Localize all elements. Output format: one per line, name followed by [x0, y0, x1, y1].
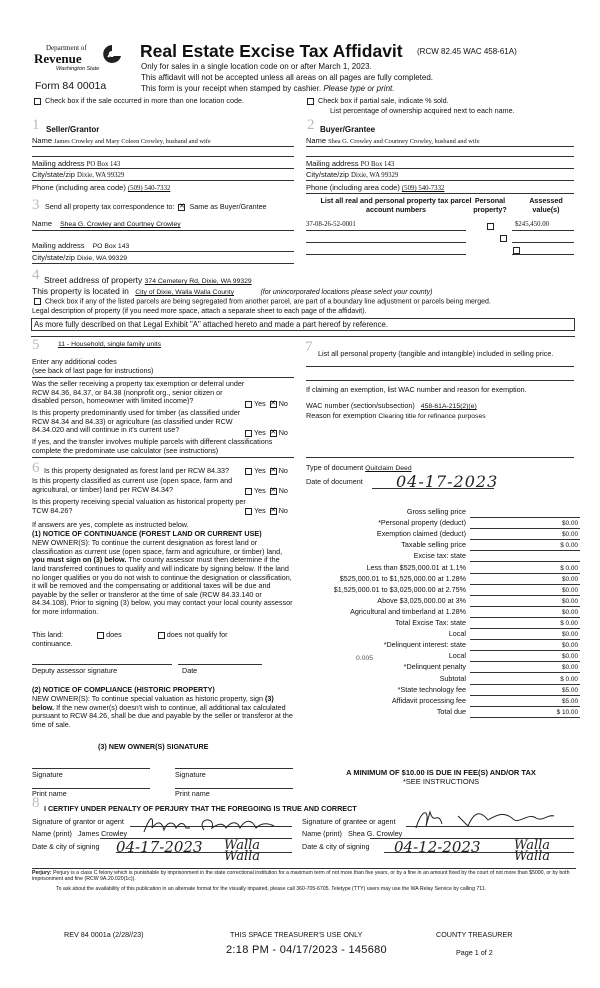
fee-label: $1,525,000.01 to $3,025,000.00 at 2.75%	[333, 584, 466, 594]
fee-line	[470, 684, 580, 685]
fee-label: Affidavit processing fee	[391, 695, 466, 705]
section-6-number: 6	[32, 460, 40, 476]
street-field[interactable]: 374 Cemetery Rd, Dixie, WA 99329	[144, 278, 252, 285]
does-qualify-checkbox[interactable]	[97, 632, 104, 639]
fee-label: *Delinquent interest: state	[383, 640, 466, 650]
fee-line	[470, 672, 580, 673]
fee-label: *State technology fee	[397, 684, 466, 694]
doc-type-row[interactable]: Type of document Quitclaim Deed	[306, 463, 412, 472]
land-use-code[interactable]: 11 - Household, single family units	[58, 341, 162, 348]
seller-phone-row[interactable]: Phone (including area code) (509) 540-7332	[32, 183, 171, 192]
s6-q3-answers[interactable]: Yes ✕ No	[243, 507, 288, 516]
seller-city-row[interactable]: City/state/zip Dixie, WA 99329	[32, 170, 125, 179]
treasurer-stamp: 2:18 PM - 04/17/2023 - 145680	[226, 944, 387, 956]
personal-col-header: Personal property?	[473, 196, 507, 214]
section-2-number: 2	[307, 117, 315, 133]
owner-signature-label-1: Signature	[32, 770, 63, 779]
s5-q1-answers[interactable]: Yes ✕ No	[243, 400, 288, 409]
section-7-number: 7	[305, 339, 313, 355]
grantee-name-print: Shea G. Crowley	[347, 829, 403, 838]
s6-q3-no-checkbox[interactable]	[270, 508, 277, 515]
correspondence-mail-row[interactable]: Mailing address PO Box 143	[32, 241, 130, 250]
fee-label: Less than $525,000.01 at 1.1%	[366, 562, 466, 572]
fee-line	[470, 706, 580, 707]
additional-codes-hint: (see back of last page for instructions)	[32, 366, 154, 375]
fee-line	[470, 695, 580, 696]
fee-line	[470, 717, 580, 718]
grantor-city-handwritten: Walla Walla	[224, 838, 261, 864]
buyer-city-row[interactable]: City/state/zip Dixie, WA 99329	[306, 170, 399, 179]
wac-field[interactable]: 458-61A-215(2)(e)	[420, 403, 477, 410]
fee-value[interactable]: $0.00	[562, 520, 578, 528]
s5-question-3: If yes, and the transfer involves multiple parcels with different classifications complete the predominate use calculator (see instructions)	[32, 437, 273, 455]
grantee-city-handwritten: Walla Walla	[514, 838, 551, 864]
correspondence-mail-field[interactable]: PO Box 143	[92, 243, 130, 250]
owner-print-name-label-2: Print name	[175, 789, 210, 798]
fee-value[interactable]: $5.00	[562, 686, 578, 694]
personal-property-checkbox-2[interactable]	[500, 235, 507, 242]
fee-line	[470, 650, 580, 651]
fee-value[interactable]: $0.00	[562, 597, 578, 605]
street-row[interactable]: Street address of property 374 Cemetery Rd, Dixie, WA 99329	[44, 275, 252, 285]
fee-value[interactable]: $0.00	[562, 575, 578, 583]
s6-instructions: If answers are yes, complete as instructed below.	[32, 520, 189, 529]
logo-revenue: Revenue	[34, 51, 82, 66]
revenue-swoosh-icon	[102, 44, 122, 66]
fee-line	[470, 661, 580, 662]
continuance-label: continuance.	[32, 639, 73, 648]
fee-value[interactable]: $0.00	[562, 631, 578, 639]
page-number: Page 1 of 2	[456, 948, 493, 957]
notice1-body: NEW OWNER(S): To continue the current designation as forest land or classification as current use (open space, farm and agriculture, or timber) land, you must sign on (3) below. The county assessor must then determine if the land transferred continues to qualify and will indicate by signing below. If the land no longer qualifies or you do not wish to continue the designation or classification, it will be removed and the compensating or additional taxes will be due and payable by the seller or transferor at the time of sale (RCW 84.33.140 or 84.34.108). Prior to signing (3) below, you may contact your local county assessor for more information.	[32, 538, 293, 617]
perjury-notice: Perjury: Perjury is a class C felony which is punishable by imprisonment in the state correctional institution for a maximum term of not more than five years, or by a fine in an amount fixed by the court of not more than $5000, or by both imprisonment and fine (RCW 9A.20.020(1c)).	[32, 870, 570, 882]
buyer-name-row[interactable]: Name Shea G. Crowley and Courtney Crowley, husband and wife	[306, 136, 480, 145]
doc-date-row[interactable]: Date of document	[306, 477, 363, 486]
fee-value[interactable]: $ 0.00	[560, 564, 578, 572]
grantor-date-city-label: Date & city of signing	[32, 842, 100, 851]
grantor-signature-label: Signature of grantor or agent	[32, 817, 124, 826]
fee-value[interactable]: $ 0.00	[560, 675, 578, 683]
fee-value[interactable]: $0.00	[562, 664, 578, 672]
form-title: Real Estate Excise Tax Affidavit	[140, 41, 403, 61]
s6-question-2: Is this property classified as current use (open space, farm and agricultural, or timber) land per RCW 84.34?	[32, 476, 233, 494]
fee-label: *Personal property (deduct)	[378, 518, 466, 528]
personal-property-label: List all personal property (tangible and intangible) included in selling price.	[318, 349, 554, 358]
fee-value[interactable]: $0.00	[562, 608, 578, 616]
s6-q1-answers[interactable]: Yes ✕ No	[243, 467, 288, 476]
section-8-number: 8	[32, 795, 40, 811]
fee-line	[470, 573, 580, 574]
correspondence-row[interactable]: Send all property tax correspondence to: ✕ Same as Buyer/Grantee	[45, 203, 267, 212]
header-line3: This form is your receipt when stamped by cashier. Please type or print.	[141, 84, 395, 93]
assessed-col-header: Assessed value(s)	[529, 196, 563, 214]
fee-value[interactable]: $ 10.00	[556, 708, 578, 716]
fee-line	[470, 595, 580, 596]
legal-label: Legal description of property (if you need more space, attach a separate sheet to each page of the affidavit).	[32, 308, 367, 315]
legal-description: As more fully described on that Legal Exhibit "A" attached hereto and made a part hereof by reference.	[34, 320, 389, 329]
reason-field[interactable]: Clearing title for refinance purposes	[378, 413, 486, 420]
fee-line	[470, 617, 580, 618]
fee-label: *Delinquent penalty	[403, 662, 466, 672]
fee-label: Total due	[436, 706, 466, 716]
partial-sale-checkbox-row[interactable]: Check box if partial sale, indicate % sold.	[305, 97, 449, 106]
s5-question-1: Was the seller receiving a property tax exemption or deferral under RCW 84.36, 84.37, or 84.38 (nonprofit org., senior citizen or disabled person, homeowner with limited income)?	[32, 379, 245, 406]
minimum-due-notice: A MINIMUM OF $10.00 IS DUE IN FEE(S) AND/OR TAX	[346, 768, 536, 777]
buyer-city-field[interactable]: Dixie, WA 99329	[351, 172, 399, 179]
fee-line	[470, 606, 580, 607]
located-field[interactable]: City of Dixie, Walla Walla County	[135, 289, 235, 296]
grantor-name-print: James Crowley	[77, 829, 128, 838]
personal-property-checkbox-1[interactable]	[487, 223, 494, 230]
exemption-label: If claiming an exemption, list WAC number and reason for exemption.	[306, 385, 527, 394]
seller-heading: Seller/Grantor	[46, 125, 100, 134]
fee-value[interactable]: $0.00	[562, 586, 578, 594]
assessed-value-1: $245,450.00	[515, 221, 549, 228]
logo-dept: Department of	[46, 44, 87, 52]
fee-line	[470, 528, 580, 529]
segregated-checkbox[interactable]	[34, 298, 41, 305]
s6-q2-yes-checkbox[interactable]	[245, 488, 252, 495]
fee-line	[470, 550, 580, 551]
wac-row[interactable]: WAC number (section/subsection) 458-61A-215(2)(e)	[306, 401, 477, 410]
grantee-date-handwritten: 04-12-2023	[394, 838, 481, 856]
notice2-title: (2) NOTICE OF COMPLIANCE (HISTORIC PROPERTY)	[32, 685, 215, 694]
multi-location-checkbox-row[interactable]: Check box if the sale occurred in more than one location code.	[32, 97, 244, 106]
see-instructions-note: *SEE INSTRUCTIONS	[402, 777, 480, 786]
notice3-title: (3) NEW OWNER(S) SIGNATURE	[98, 742, 209, 751]
grantee-name-row: Name (print) Shea G. Crowley	[302, 829, 403, 838]
alternate-format-notice: To ask about the availability of this publication in an alternate format for the visually impaired, please call 360-705-6705. Teletype (TTY) users may use the WA Relay Service by calling 711.	[56, 886, 487, 892]
grantee-signature-image	[408, 804, 558, 834]
fee-line	[470, 628, 580, 629]
seller-city-field[interactable]: Dixie, WA 99329	[77, 172, 125, 179]
fee-value[interactable]: $0.00	[562, 531, 578, 539]
section-5-number: 5	[32, 337, 40, 353]
notice1-title: (1) NOTICE OF CONTINUANCE (FOREST LAND OR CURRENT USE)	[32, 529, 262, 538]
fee-value[interactable]: $5.00	[562, 697, 578, 705]
fee-label: Agricultural and timberland at 1.28%	[350, 606, 466, 616]
seller-mail-field[interactable]: PO Box 143	[86, 161, 121, 168]
s6-q2-no-checkbox[interactable]	[270, 488, 277, 495]
treasurer-use-label: THIS SPACE TREASURER'S USE ONLY	[230, 930, 363, 939]
header-line2: This affidavit will not be accepted unless all areas on all pages are fully completed.	[141, 73, 434, 82]
s5-q1-yes-checkbox[interactable]	[245, 401, 252, 408]
same-as-buyer-checkbox[interactable]	[178, 204, 185, 211]
county-treasurer-label: COUNTY TREASURER	[436, 930, 513, 939]
form-citation: (RCW 82.45 WAC 458-61A)	[417, 47, 517, 56]
grantor-signature-image	[140, 810, 280, 838]
owner-print-name-label-1: Print name	[32, 789, 67, 798]
percentage-note: List percentage of ownership acquired next to each name.	[330, 106, 515, 115]
fee-line	[470, 584, 580, 585]
located-row[interactable]: This property is located in City of Dixie, Walla Walla County (for unincorporated locations please select your county)	[32, 286, 433, 296]
legal-description-box[interactable]	[31, 318, 575, 331]
personal-property-checkbox-3[interactable]	[513, 247, 520, 254]
fee-label: Taxable selling price	[401, 540, 466, 550]
correspondence-name-field[interactable]: Shea G. Crowley and Courtney Crowley	[60, 221, 181, 228]
parcel-col-header: List all real and personal property tax parcel account numbers	[320, 196, 472, 214]
s5-q2-answers[interactable]: Yes ✕ No	[243, 429, 288, 438]
segregated-checkbox-row[interactable]: Check box if any of the listed parcels are being segregated from another parcel, are part of a boundary line adjustment or parcels being merged.	[32, 298, 491, 307]
grantee-date-city-label: Date & city of signing	[302, 842, 370, 851]
form-number: Form 84 0001a	[35, 80, 107, 92]
grantor-name-row: Name (print) James Crowley	[32, 829, 128, 838]
fee-value[interactable]: $ 0.00	[560, 620, 578, 627]
reason-row[interactable]: Reason for exemption Clearing title for refinance purposes	[306, 411, 486, 420]
correspondence-city-row[interactable]: City/state/zip Dixie, WA 99329	[32, 253, 128, 262]
fee-line	[470, 539, 580, 540]
seller-name-row[interactable]: Name James Crowley and Mary Coleen Crowley, husband and wife	[32, 136, 211, 145]
fee-line	[470, 561, 580, 562]
grantor-date-handwritten: 04-17-2023	[116, 838, 203, 856]
notice2-body: NEW OWNER(S): To continue special valuation as historic property, sign (3) below. If the new owner(s) doesn't wish to continue, all additional tax calculated pursuant to RCW 84.26, shall be due and payable by the seller or transferor at the time of sale.	[32, 694, 293, 729]
fee-value[interactable]: $ 0.00	[560, 542, 578, 550]
s6-q1-no-checkbox[interactable]	[270, 468, 277, 475]
s6-question-3: Is this property receiving special valuation as historical property per TCW 84.26?	[32, 497, 246, 515]
section-4-number: 4	[32, 267, 40, 283]
seller-name-field[interactable]: James Crowley and Mary Coleen Crowley, husband and wife	[54, 138, 211, 145]
owner-signature-label-2: Signature	[175, 770, 206, 779]
deputy-signature-label: Deputy assessor signature	[32, 666, 118, 675]
header-line1: Only for sales in a single location code on or after March 1, 2023.	[141, 62, 372, 71]
seller-phone-field[interactable]: (509) 540-7332	[127, 185, 171, 192]
section-1-number: 1	[32, 117, 40, 133]
s6-q1-yes-checkbox[interactable]	[245, 468, 252, 475]
s6-q2-answers[interactable]: Yes ✕ No	[243, 487, 288, 496]
buyer-phone-row[interactable]: Phone (including area code) (509) 540-7332	[306, 183, 445, 192]
deputy-date-label: Date	[182, 666, 198, 675]
buyer-mail-row[interactable]: Mailing address PO Box 143	[306, 159, 395, 168]
seller-mail-row[interactable]: Mailing address PO Box 143	[32, 159, 121, 168]
section-3-number: 3	[32, 197, 40, 213]
buyer-mail-field[interactable]: PO Box 143	[360, 161, 395, 168]
revenue-logo	[34, 44, 120, 78]
s5-q2-yes-checkbox[interactable]	[245, 430, 252, 437]
fee-line	[470, 517, 580, 518]
grantee-signature-label: Signature of grantee or agent	[302, 817, 396, 826]
fee-value[interactable]: $0.00	[562, 653, 578, 661]
parcel-number-1: 37-08-26-52-0001	[306, 221, 356, 228]
multi-location-checkbox[interactable]	[34, 98, 41, 105]
doc-type-field[interactable]: Quitclaim Deed	[365, 465, 412, 472]
fee-label: Total Excise Tax: state	[395, 618, 466, 627]
buyer-heading: Buyer/Grantee	[320, 125, 376, 134]
fee-label: Exemption claimed (deduct)	[376, 529, 466, 539]
does-not-qualify-checkbox[interactable]	[158, 632, 165, 639]
correspondence-name-row[interactable]: Name Shea G. Crowley and Courtney Crowley	[32, 219, 181, 228]
certify-statement: I CERTIFY UNDER PENALTY OF PERJURY THAT THE FOREGOING IS TRUE AND CORRECT	[44, 804, 357, 813]
correspondence-city-field[interactable]: Dixie, WA 99329	[77, 255, 128, 262]
doc-date-handwritten[interactable]: 04-17-2023	[396, 472, 499, 491]
s6-question-1: Is this property designated as forest land per RCW 84.33?	[44, 466, 229, 475]
fee-value[interactable]: $0.00	[562, 642, 578, 650]
fee-label: Gross selling price	[406, 507, 466, 516]
buyer-phone-field[interactable]: (509) 540-7332	[401, 185, 445, 192]
fee-label: Local	[448, 629, 466, 639]
this-land-row[interactable]: This land: does does not qualify for	[32, 630, 228, 639]
fee-label: Excise tax: state	[413, 551, 466, 561]
fee-label: Subtotal	[439, 673, 466, 683]
partial-sale-checkbox[interactable]	[307, 98, 314, 105]
additional-codes-label: Enter any additional codes	[32, 357, 117, 366]
s5-q1-no-checkbox[interactable]	[270, 401, 277, 408]
fee-label: $525,000.01 to $1,525,000.00 at 1.28%	[339, 573, 466, 583]
fee-label: Local	[448, 651, 466, 661]
fee-label: Above $3,025,000.00 at 3%	[377, 595, 466, 605]
s5-question-2: Is this property predominantly used for timber (as classified under RCW 84.34 and 84.33) or agriculture (as classified under RCW 84.34.020 and will continue in it's current use?	[32, 408, 241, 435]
revision-label: REV 84 0001a (2/28//23)	[64, 930, 144, 939]
fee-line	[470, 639, 580, 640]
local-rate: 0.005	[356, 655, 374, 662]
logo-state: Washington State	[56, 66, 100, 72]
s6-q3-yes-checkbox[interactable]	[245, 508, 252, 515]
s5-q2-no-checkbox[interactable]	[270, 430, 277, 437]
buyer-name-field[interactable]: Shea G. Crowley and Courtney Crowley, husband and wife	[328, 138, 480, 145]
